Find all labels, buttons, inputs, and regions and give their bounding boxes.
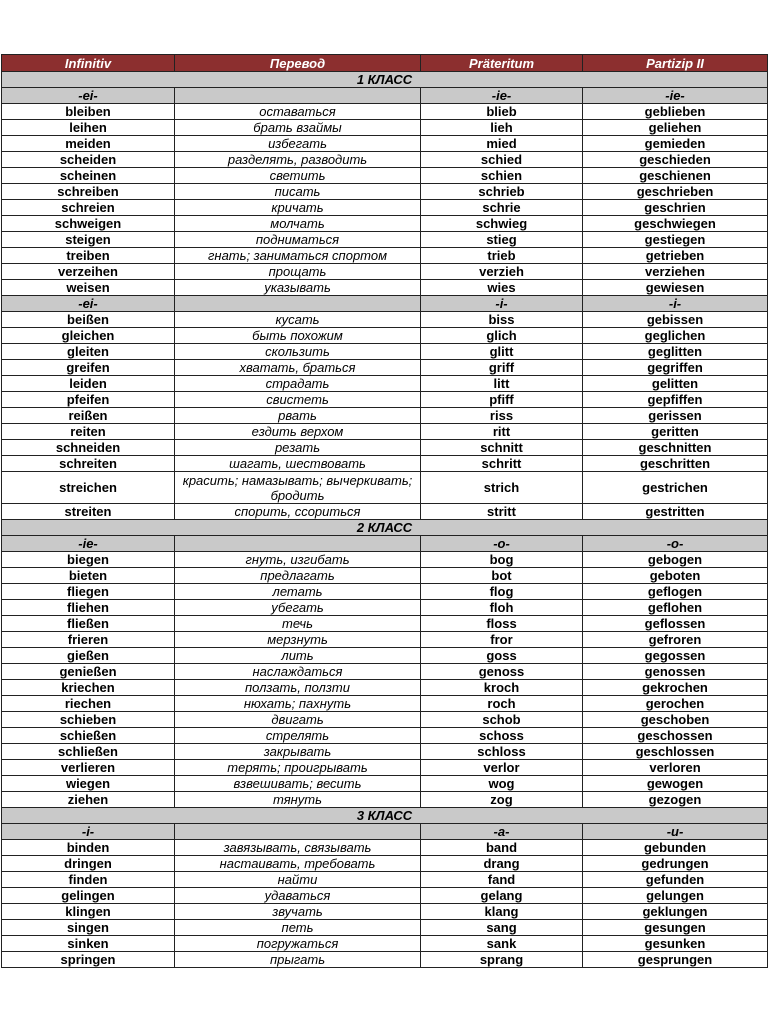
partizip-cell: geritten: [583, 424, 768, 440]
verb-row: [2, 344, 768, 360]
praeteritum-cell: -ie-: [421, 88, 583, 104]
praeteritum-cell: fror: [421, 632, 583, 648]
praeteritum-cell: lieh: [421, 120, 583, 136]
partizip-cell: -i-: [583, 296, 768, 312]
infinitive-cell: singen: [2, 920, 175, 936]
translation-cell: [175, 296, 421, 312]
praeteritum-cell: genoss: [421, 664, 583, 680]
translation-cell: погружаться: [175, 936, 421, 952]
partizip-cell: geflogen: [583, 584, 768, 600]
translation-cell: закрывать: [175, 744, 421, 760]
translation-cell: убегать: [175, 600, 421, 616]
verb-row: [2, 328, 768, 344]
infinitive-cell: gleiten: [2, 344, 175, 360]
infinitive-cell: riechen: [2, 696, 175, 712]
header-row: [2, 55, 768, 72]
praeteritum-cell: wies: [421, 280, 583, 296]
praeteritum-cell: schloss: [421, 744, 583, 760]
verb-row: [2, 680, 768, 696]
verb-row: [2, 904, 768, 920]
class-header-row: [2, 520, 768, 536]
infinitive-cell: bleiben: [2, 104, 175, 120]
verb-row: [2, 232, 768, 248]
vowel-pattern-row: [2, 536, 768, 552]
verb-row: [2, 408, 768, 424]
translation-cell: оставаться: [175, 104, 421, 120]
verb-row: [2, 152, 768, 168]
infinitive-cell: sinken: [2, 936, 175, 952]
verb-row: [2, 616, 768, 632]
translation-cell: красить; намазывать; вычеркивать; бродить: [175, 472, 421, 504]
partizip-cell: genossen: [583, 664, 768, 680]
praeteritum-cell: glitt: [421, 344, 583, 360]
translation-cell: скользить: [175, 344, 421, 360]
infinitive-cell: pfeifen: [2, 392, 175, 408]
praeteritum-cell: blieb: [421, 104, 583, 120]
partizip-cell: geschwiegen: [583, 216, 768, 232]
praeteritum-cell: sank: [421, 936, 583, 952]
translation-cell: [175, 824, 421, 840]
translation-cell: рвать: [175, 408, 421, 424]
translation-cell: страдать: [175, 376, 421, 392]
vowel-pattern-row: [2, 296, 768, 312]
translation-cell: удаваться: [175, 888, 421, 904]
partizip-cell: gerochen: [583, 696, 768, 712]
verb-row: [2, 712, 768, 728]
infinitive-cell: -i-: [2, 824, 175, 840]
praeteritum-cell: flog: [421, 584, 583, 600]
header-praeteritum: Präteritum: [421, 55, 583, 72]
translation-cell: двигать: [175, 712, 421, 728]
translation-cell: кричать: [175, 200, 421, 216]
praeteritum-cell: litt: [421, 376, 583, 392]
infinitive-cell: leihen: [2, 120, 175, 136]
partizip-cell: gestritten: [583, 504, 768, 520]
verb-row: [2, 664, 768, 680]
partizip-cell: gegriffen: [583, 360, 768, 376]
partizip-cell: geflossen: [583, 616, 768, 632]
infinitive-cell: scheinen: [2, 168, 175, 184]
infinitive-cell: streichen: [2, 472, 175, 504]
partizip-cell: -u-: [583, 824, 768, 840]
infinitive-cell: steigen: [2, 232, 175, 248]
translation-cell: петь: [175, 920, 421, 936]
translation-cell: свистеть: [175, 392, 421, 408]
verb-row: [2, 648, 768, 664]
partizip-cell: -ie-: [583, 88, 768, 104]
partizip-cell: gelitten: [583, 376, 768, 392]
translation-cell: светить: [175, 168, 421, 184]
translation-cell: тянуть: [175, 792, 421, 808]
translation-cell: [175, 88, 421, 104]
praeteritum-cell: schnitt: [421, 440, 583, 456]
infinitive-cell: gießen: [2, 648, 175, 664]
praeteritum-cell: biss: [421, 312, 583, 328]
partizip-cell: gefunden: [583, 872, 768, 888]
partizip-cell: gemieden: [583, 136, 768, 152]
infinitive-cell: fließen: [2, 616, 175, 632]
verb-row: [2, 136, 768, 152]
verb-row: [2, 360, 768, 376]
praeteritum-cell: kroch: [421, 680, 583, 696]
infinitive-cell: weisen: [2, 280, 175, 296]
translation-cell: резать: [175, 440, 421, 456]
partizip-cell: gebissen: [583, 312, 768, 328]
partizip-cell: geflohen: [583, 600, 768, 616]
verb-row: [2, 168, 768, 184]
translation-cell: найти: [175, 872, 421, 888]
infinitive-cell: scheiden: [2, 152, 175, 168]
infinitive-cell: schießen: [2, 728, 175, 744]
praeteritum-cell: pfiff: [421, 392, 583, 408]
verb-row: [2, 696, 768, 712]
praeteritum-cell: schien: [421, 168, 583, 184]
partizip-cell: geklungen: [583, 904, 768, 920]
partizip-cell: verloren: [583, 760, 768, 776]
praeteritum-cell: bog: [421, 552, 583, 568]
verb-row: [2, 920, 768, 936]
partizip-cell: gestrichen: [583, 472, 768, 504]
verb-row: [2, 888, 768, 904]
translation-cell: лить: [175, 648, 421, 664]
verb-row: [2, 744, 768, 760]
infinitive-cell: schweigen: [2, 216, 175, 232]
praeteritum-cell: riss: [421, 408, 583, 424]
verb-row: [2, 728, 768, 744]
infinitive-cell: bieten: [2, 568, 175, 584]
praeteritum-cell: schritt: [421, 456, 583, 472]
infinitive-cell: frieren: [2, 632, 175, 648]
praeteritum-cell: klang: [421, 904, 583, 920]
infinitive-cell: streiten: [2, 504, 175, 520]
verb-row: [2, 392, 768, 408]
praeteritum-cell: roch: [421, 696, 583, 712]
praeteritum-cell: schied: [421, 152, 583, 168]
verb-row: [2, 376, 768, 392]
infinitive-cell: schieben: [2, 712, 175, 728]
translation-cell: указывать: [175, 280, 421, 296]
translation-cell: летать: [175, 584, 421, 600]
infinitive-cell: schneiden: [2, 440, 175, 456]
infinitive-cell: reiten: [2, 424, 175, 440]
infinitive-cell: leiden: [2, 376, 175, 392]
partizip-cell: gestiegen: [583, 232, 768, 248]
partizip-cell: gepfiffen: [583, 392, 768, 408]
praeteritum-cell: wog: [421, 776, 583, 792]
infinitive-cell: treiben: [2, 248, 175, 264]
translation-cell: ездить верхом: [175, 424, 421, 440]
class-title: 2 КЛАСС: [2, 520, 768, 536]
infinitive-cell: springen: [2, 952, 175, 968]
infinitive-cell: -ei-: [2, 296, 175, 312]
praeteritum-cell: band: [421, 840, 583, 856]
translation-cell: прощать: [175, 264, 421, 280]
praeteritum-cell: goss: [421, 648, 583, 664]
header-perevod: Перевод: [175, 55, 421, 72]
praeteritum-cell: -a-: [421, 824, 583, 840]
infinitive-cell: schließen: [2, 744, 175, 760]
infinitive-cell: gelingen: [2, 888, 175, 904]
partizip-cell: geschienen: [583, 168, 768, 184]
infinitive-cell: fliegen: [2, 584, 175, 600]
verb-row: [2, 472, 768, 504]
translation-cell: ползать, ползти: [175, 680, 421, 696]
praeteritum-cell: glich: [421, 328, 583, 344]
praeteritum-cell: schwieg: [421, 216, 583, 232]
infinitive-cell: meiden: [2, 136, 175, 152]
translation-cell: быть похожим: [175, 328, 421, 344]
praeteritum-cell: schoss: [421, 728, 583, 744]
infinitive-cell: reißen: [2, 408, 175, 424]
partizip-cell: gesprungen: [583, 952, 768, 968]
class-title: 3 КЛАСС: [2, 808, 768, 824]
praeteritum-cell: mied: [421, 136, 583, 152]
praeteritum-cell: gelang: [421, 888, 583, 904]
translation-cell: шагать, шествовать: [175, 456, 421, 472]
partizip-cell: geschlossen: [583, 744, 768, 760]
header-partizip: Partizip II: [583, 55, 768, 72]
partizip-cell: geschrien: [583, 200, 768, 216]
partizip-cell: getrieben: [583, 248, 768, 264]
praeteritum-cell: stieg: [421, 232, 583, 248]
partizip-cell: gesungen: [583, 920, 768, 936]
infinitive-cell: ziehen: [2, 792, 175, 808]
class-header-row: [2, 808, 768, 824]
verb-row: [2, 840, 768, 856]
verb-row: [2, 248, 768, 264]
partizip-cell: gesunken: [583, 936, 768, 952]
translation-cell: подниматься: [175, 232, 421, 248]
infinitive-cell: dringen: [2, 856, 175, 872]
praeteritum-cell: bot: [421, 568, 583, 584]
partizip-cell: geschnitten: [583, 440, 768, 456]
translation-cell: хватать, браться: [175, 360, 421, 376]
praeteritum-cell: ritt: [421, 424, 583, 440]
header-infinitiv: Infinitiv: [2, 55, 175, 72]
translation-cell: мерзнуть: [175, 632, 421, 648]
verb-row: [2, 792, 768, 808]
translation-cell: нюхать; пахнуть: [175, 696, 421, 712]
praeteritum-cell: sang: [421, 920, 583, 936]
infinitive-cell: greifen: [2, 360, 175, 376]
partizip-cell: gelungen: [583, 888, 768, 904]
praeteritum-cell: verzieh: [421, 264, 583, 280]
translation-cell: прыгать: [175, 952, 421, 968]
praeteritum-cell: floh: [421, 600, 583, 616]
partizip-cell: gezogen: [583, 792, 768, 808]
class-header-row: [2, 72, 768, 88]
praeteritum-cell: griff: [421, 360, 583, 376]
praeteritum-cell: -i-: [421, 296, 583, 312]
class-title: 1 КЛАСС: [2, 72, 768, 88]
translation-cell: течь: [175, 616, 421, 632]
partizip-cell: geblieben: [583, 104, 768, 120]
praeteritum-cell: fand: [421, 872, 583, 888]
infinitive-cell: klingen: [2, 904, 175, 920]
praeteritum-cell: zog: [421, 792, 583, 808]
infinitive-cell: gleichen: [2, 328, 175, 344]
table-body: [2, 72, 768, 968]
partizip-cell: geschossen: [583, 728, 768, 744]
partizip-cell: geschoben: [583, 712, 768, 728]
partizip-cell: geschrieben: [583, 184, 768, 200]
verb-row: [2, 200, 768, 216]
partizip-cell: gedrungen: [583, 856, 768, 872]
translation-cell: спорить, ссориться: [175, 504, 421, 520]
verb-row: [2, 312, 768, 328]
praeteritum-cell: floss: [421, 616, 583, 632]
verb-row: [2, 552, 768, 568]
partizip-cell: gekrochen: [583, 680, 768, 696]
infinitive-cell: verzeihen: [2, 264, 175, 280]
partizip-cell: geglitten: [583, 344, 768, 360]
translation-cell: звучать: [175, 904, 421, 920]
infinitive-cell: biegen: [2, 552, 175, 568]
verb-row: [2, 632, 768, 648]
infinitive-cell: -ie-: [2, 536, 175, 552]
infinitive-cell: schreiten: [2, 456, 175, 472]
infinitive-cell: schreien: [2, 200, 175, 216]
translation-cell: кусать: [175, 312, 421, 328]
translation-cell: завязывать, связывать: [175, 840, 421, 856]
translation-cell: терять; проигрывать: [175, 760, 421, 776]
vowel-pattern-row: [2, 824, 768, 840]
partizip-cell: gewogen: [583, 776, 768, 792]
translation-cell: брать взаймы: [175, 120, 421, 136]
praeteritum-cell: schob: [421, 712, 583, 728]
partizip-cell: gerissen: [583, 408, 768, 424]
partizip-cell: gebunden: [583, 840, 768, 856]
praeteritum-cell: strich: [421, 472, 583, 504]
partizip-cell: gebogen: [583, 552, 768, 568]
translation-cell: взвешивать; весить: [175, 776, 421, 792]
verb-row: [2, 776, 768, 792]
verb-row: [2, 184, 768, 200]
partizip-cell: gegossen: [583, 648, 768, 664]
verb-row: [2, 216, 768, 232]
verb-row: [2, 280, 768, 296]
verb-row: [2, 424, 768, 440]
praeteritum-cell: -o-: [421, 536, 583, 552]
partizip-cell: -o-: [583, 536, 768, 552]
partizip-cell: geboten: [583, 568, 768, 584]
infinitive-cell: binden: [2, 840, 175, 856]
verb-row: [2, 856, 768, 872]
infinitive-cell: wiegen: [2, 776, 175, 792]
translation-cell: писать: [175, 184, 421, 200]
verb-row: [2, 600, 768, 616]
infinitive-cell: beißen: [2, 312, 175, 328]
praeteritum-cell: schrieb: [421, 184, 583, 200]
verb-row: [2, 584, 768, 600]
partizip-cell: gewiesen: [583, 280, 768, 296]
praeteritum-cell: verlor: [421, 760, 583, 776]
infinitive-cell: -ei-: [2, 88, 175, 104]
translation-cell: избегать: [175, 136, 421, 152]
translation-cell: молчать: [175, 216, 421, 232]
translation-cell: стрелять: [175, 728, 421, 744]
infinitive-cell: genießen: [2, 664, 175, 680]
translation-cell: настаивать, требовать: [175, 856, 421, 872]
vowel-pattern-row: [2, 88, 768, 104]
verb-row: [2, 120, 768, 136]
praeteritum-cell: drang: [421, 856, 583, 872]
translation-cell: разделять, разводить: [175, 152, 421, 168]
infinitive-cell: kriechen: [2, 680, 175, 696]
verb-row: [2, 568, 768, 584]
verb-row: [2, 440, 768, 456]
translation-cell: гнать; заниматься спортом: [175, 248, 421, 264]
translation-cell: гнуть, изгибать: [175, 552, 421, 568]
praeteritum-cell: trieb: [421, 248, 583, 264]
partizip-cell: geschieden: [583, 152, 768, 168]
infinitive-cell: verlieren: [2, 760, 175, 776]
verb-row: [2, 504, 768, 520]
partizip-cell: geglichen: [583, 328, 768, 344]
partizip-cell: geschritten: [583, 456, 768, 472]
infinitive-cell: fliehen: [2, 600, 175, 616]
praeteritum-cell: sprang: [421, 952, 583, 968]
verb-row: [2, 760, 768, 776]
translation-cell: наслаждаться: [175, 664, 421, 680]
partizip-cell: geliehen: [583, 120, 768, 136]
partizip-cell: gefroren: [583, 632, 768, 648]
praeteritum-cell: stritt: [421, 504, 583, 520]
translation-cell: [175, 536, 421, 552]
verb-row: [2, 104, 768, 120]
infinitive-cell: schreiben: [2, 184, 175, 200]
verb-table: [1, 54, 768, 968]
verb-row: [2, 456, 768, 472]
verb-row: [2, 936, 768, 952]
translation-cell: предлагать: [175, 568, 421, 584]
infinitive-cell: finden: [2, 872, 175, 888]
praeteritum-cell: schrie: [421, 200, 583, 216]
partizip-cell: verziehen: [583, 264, 768, 280]
verb-row: [2, 264, 768, 280]
verb-row: [2, 952, 768, 968]
verb-row: [2, 872, 768, 888]
